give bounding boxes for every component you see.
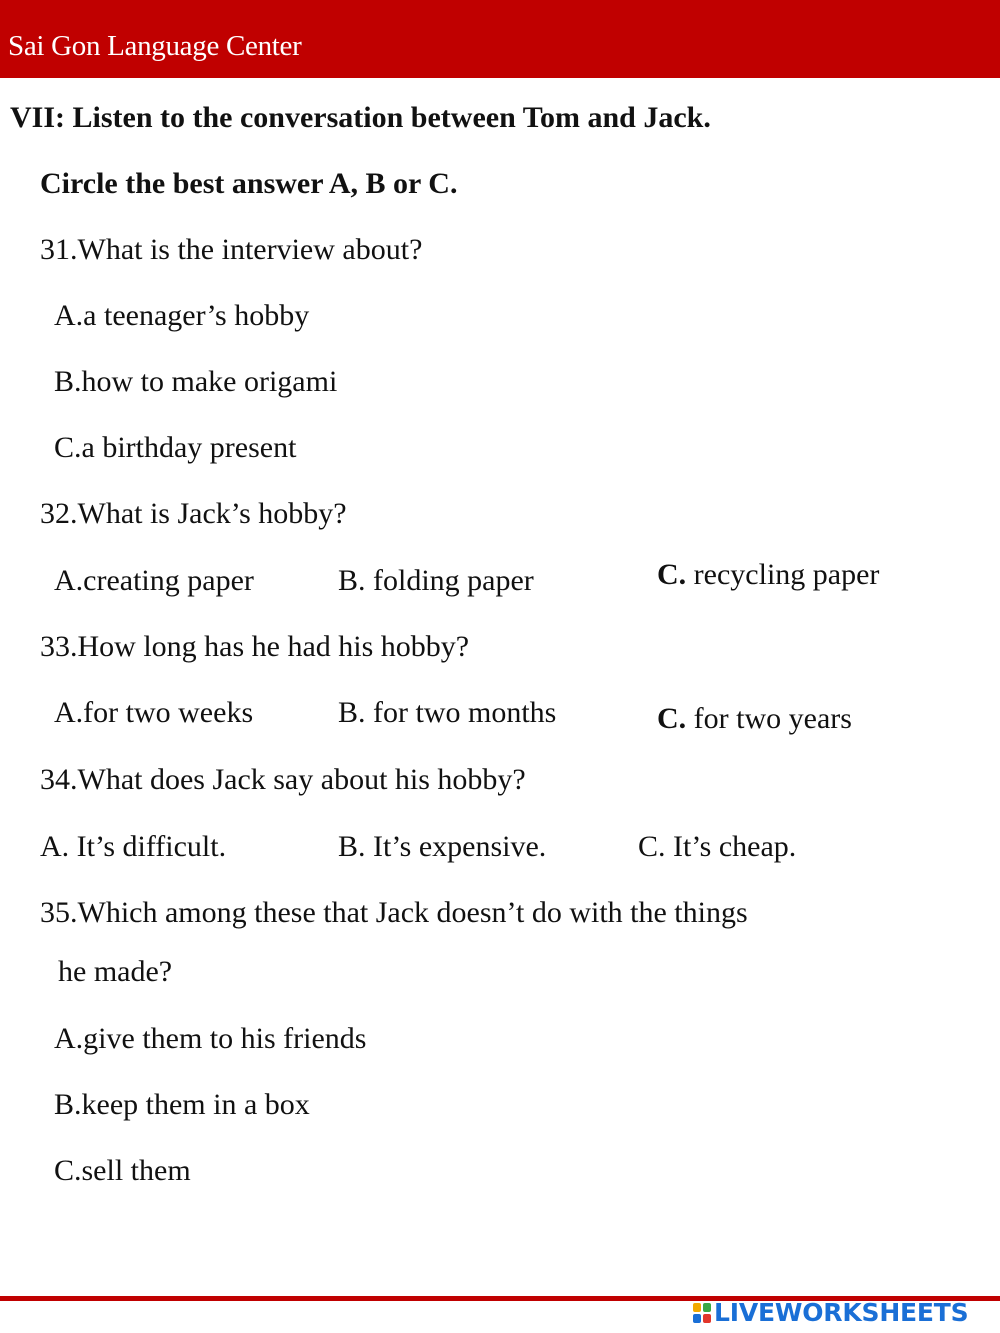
q35-option-c[interactable]: C.sell them: [54, 1154, 191, 1187]
liveworksheets-logo[interactable]: [692, 1298, 968, 1328]
question-34: 34.What does Jack say about his hobby?: [40, 763, 526, 796]
q33-option-b[interactable]: B. for two months: [338, 696, 557, 729]
question-32: 32.What is Jack’s hobby?: [40, 497, 347, 530]
q35-option-b[interactable]: B.keep them in a box: [54, 1088, 310, 1121]
question-31: 31.What is the interview about?: [40, 233, 423, 266]
q34-option-b[interactable]: B. It’s expensive.: [338, 830, 547, 863]
q35-option-a[interactable]: A.give them to his friends: [54, 1022, 367, 1055]
q31-option-a[interactable]: A.a teenager’s hobby: [54, 299, 310, 332]
q32-option-b[interactable]: B. folding paper: [338, 564, 534, 597]
question-35-line1: 35.Which among these that Jack doesn’t do with the things: [40, 896, 748, 929]
q33-option-a[interactable]: A.for two weeks: [54, 696, 254, 729]
question-35-line2: he made?: [58, 955, 173, 988]
q34-option-c[interactable]: C. It’s cheap.: [638, 830, 797, 863]
header-title: Sai Gon Language Center: [8, 30, 302, 62]
liveworksheets-logo-icon: [692, 1302, 712, 1324]
q32-option-c-letter: C.: [657, 558, 687, 591]
q34-option-a[interactable]: A. It’s difficult.: [40, 830, 227, 863]
liveworksheets-logo-text: LIVEWORKSHEETS: [714, 1298, 969, 1327]
instruction-title: VII: Listen to the conversation between Tom and Jack.: [10, 101, 711, 134]
q32-option-c-text: recycling paper: [686, 558, 880, 591]
q32-option-a[interactable]: A.creating paper: [54, 564, 254, 597]
q33-option-c[interactable]: [657, 701, 852, 737]
q31-option-b[interactable]: B.how to make origami: [54, 365, 338, 398]
q33-option-c-text: for two years: [686, 702, 852, 735]
question-33: 33.How long has he had his hobby?: [40, 630, 470, 663]
q32-option-c[interactable]: [657, 557, 879, 593]
instruction-subtitle: Circle the best answer A, B or C.: [40, 167, 458, 200]
header-bar: [0, 0, 1000, 78]
q31-option-c[interactable]: C.a birthday present: [54, 431, 297, 464]
q33-option-c-letter: C.: [657, 702, 687, 735]
